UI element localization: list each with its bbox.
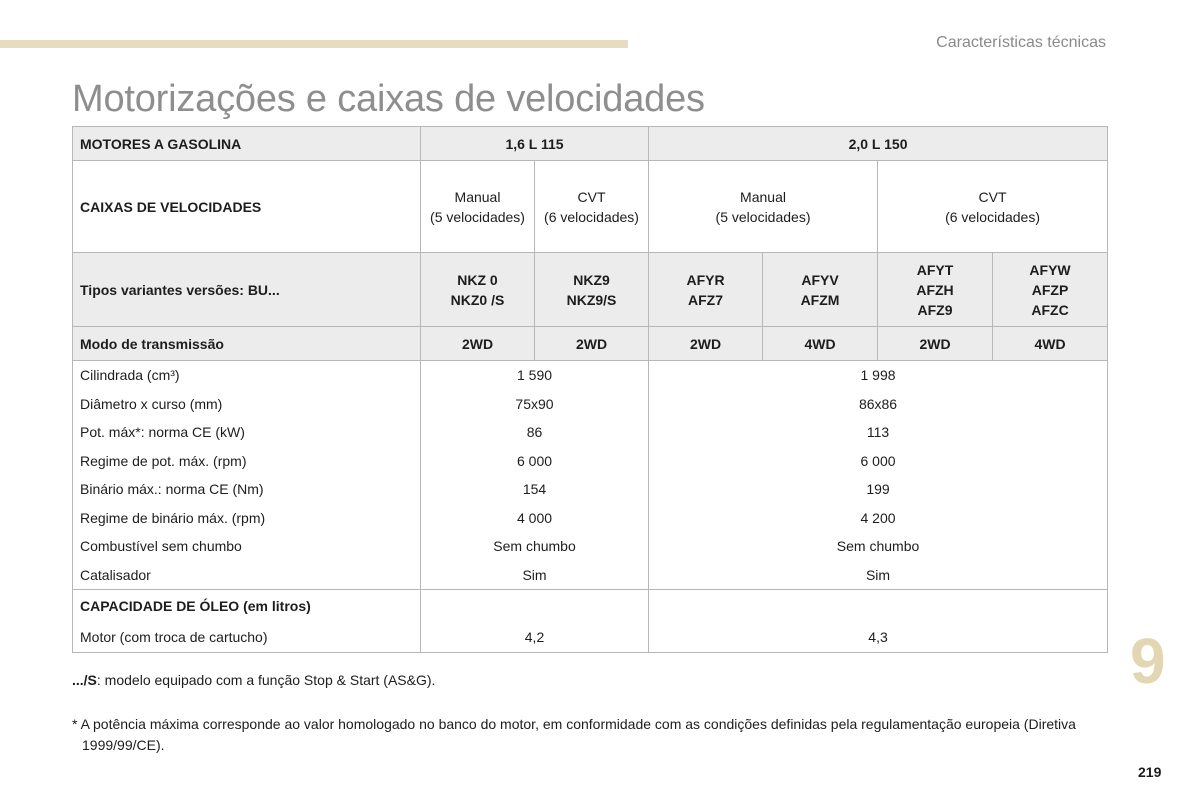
value-2-0: 199 <box>649 475 1108 504</box>
gearbox-mode: Manual <box>454 188 501 205</box>
variant-code: NKZ9 <box>573 271 610 288</box>
variant-code: AFZC <box>1031 301 1069 318</box>
variants-row <box>73 253 1108 327</box>
power-footnote: * A potência máxima corresponde ao valor homologado no banco do motor, em conformidade com as condições definidas pela regulamentação europeia (Diretiva 1999/99/CE). <box>72 716 1076 753</box>
variant-code: NKZ 0 <box>457 271 498 288</box>
gearbox-label: CAIXAS DE VELOCIDADES <box>73 161 421 253</box>
value-1-6: 4 000 <box>421 504 649 533</box>
value-2-0: 6 000 <box>649 447 1108 476</box>
transmission-label: Modo de transmissão <box>73 327 421 361</box>
gearbox-mode: Manual <box>740 188 786 205</box>
engine-spec-table <box>72 126 1108 653</box>
gearbox-cell <box>649 161 878 253</box>
variant-code: AFZH <box>916 281 954 298</box>
variant-cell <box>878 253 993 327</box>
transmission-cell: 2WD <box>421 327 535 361</box>
gearbox-speeds: (6 velocidades) <box>945 208 1040 225</box>
gearbox-row <box>73 161 1108 253</box>
variant-cell <box>993 253 1108 327</box>
variant-cell <box>421 253 535 327</box>
top-accent-bar <box>0 40 628 48</box>
value-1-6: 86 <box>421 418 649 447</box>
table-row <box>73 622 1108 653</box>
oil-capacity-label: CAPACIDADE DE ÓLEO (em litros) <box>73 590 421 623</box>
table-row <box>73 504 1108 533</box>
value-2-0: 4,3 <box>649 622 1108 653</box>
variant-code: NKZ0 /S <box>450 291 505 308</box>
variant-code: AFZ7 <box>688 291 724 308</box>
table-row <box>73 561 1108 590</box>
variant-code: AFYV <box>801 271 839 288</box>
gearbox-mode: CVT <box>577 188 606 205</box>
gearbox-cell <box>535 161 649 253</box>
page-title: Motorizações e caixas de velocidades <box>72 78 705 120</box>
gearbox-cell <box>878 161 1108 253</box>
oil-header-row <box>73 590 1108 623</box>
value-2-0: 1 998 <box>649 361 1108 390</box>
oil-section <box>73 590 1108 653</box>
value-2-0: 86x86 <box>649 390 1108 419</box>
gearbox-speeds: (6 velocidades) <box>544 208 639 225</box>
row-label: Motor (com troca de cartucho) <box>73 622 421 653</box>
variant-cell <box>649 253 763 327</box>
row-label: Pot. máx*: norma CE (kW) <box>73 418 421 447</box>
variants-label: Tipos variantes versões: BU... <box>73 253 421 327</box>
row-label: Cilindrada (cm³) <box>73 361 421 390</box>
value-2-0: Sem chumbo <box>649 532 1108 561</box>
row-label: Binário máx.: norma CE (Nm) <box>73 475 421 504</box>
table-header <box>73 127 1108 361</box>
value-2-0: 113 <box>649 418 1108 447</box>
variant-code: AFYT <box>916 261 954 278</box>
variant-cell <box>763 253 878 327</box>
row-label: Diâmetro x curso (mm) <box>73 390 421 419</box>
spec-rows <box>73 361 1108 590</box>
value-1-6: 154 <box>421 475 649 504</box>
section-header: Características técnicas <box>936 34 1106 51</box>
gearbox-mode: CVT <box>978 188 1007 205</box>
value-1-6: 4,2 <box>421 622 649 653</box>
variant-code: AFZP <box>1031 281 1069 298</box>
variant-code: AFYW <box>1029 261 1071 278</box>
engines-row <box>73 127 1108 161</box>
variant-cell <box>535 253 649 327</box>
value-1-6: Sim <box>421 561 649 590</box>
table-row <box>73 475 1108 504</box>
stop-start-text: : modelo equipado com a função Stop & Start (AS&G). <box>96 672 436 688</box>
variant-code: AFZM <box>800 291 840 308</box>
gearbox-speeds: (5 velocidades) <box>715 208 811 225</box>
value-1-6: Sem chumbo <box>421 532 649 561</box>
table-row <box>73 390 1108 419</box>
stop-start-key: .../S <box>72 672 97 688</box>
row-label: Catalisador <box>73 561 421 590</box>
transmission-cell: 2WD <box>535 327 649 361</box>
value-1-6: 6 000 <box>421 447 649 476</box>
variant-code: AFZ9 <box>917 301 953 318</box>
row-label: Regime de binário máx. (rpm) <box>73 504 421 533</box>
engine-2-0: 2,0 L 150 <box>649 127 1108 161</box>
row-label: Combustível sem chumbo <box>73 532 421 561</box>
gearbox-speeds: (5 velocidades) <box>430 208 525 225</box>
table-row <box>73 532 1108 561</box>
table-row <box>73 361 1108 390</box>
value-1-6: 75x90 <box>421 390 649 419</box>
value-2-0: 4 200 <box>649 504 1108 533</box>
engines-label: MOTORES A GASOLINA <box>73 127 421 161</box>
gearbox-cell <box>421 161 535 253</box>
table-row <box>73 418 1108 447</box>
transmission-cell: 4WD <box>763 327 878 361</box>
variant-code: AFYR <box>686 271 725 288</box>
empty-cell <box>421 590 649 623</box>
empty-cell <box>649 590 1108 623</box>
page-number: 219 <box>1138 764 1162 780</box>
row-label: Regime de pot. máx. (rpm) <box>73 447 421 476</box>
stop-start-note <box>72 672 435 688</box>
value-2-0: Sim <box>649 561 1108 590</box>
chapter-number: 9 <box>1130 625 1166 697</box>
table-row <box>73 447 1108 476</box>
transmission-cell: 2WD <box>649 327 763 361</box>
transmission-cell: 2WD <box>878 327 993 361</box>
variant-code: NKZ9/S <box>566 291 617 308</box>
engine-1-6: 1,6 L 115 <box>421 127 649 161</box>
transmission-cell: 4WD <box>993 327 1108 361</box>
value-1-6: 1 590 <box>421 361 649 390</box>
transmission-row <box>73 327 1108 361</box>
